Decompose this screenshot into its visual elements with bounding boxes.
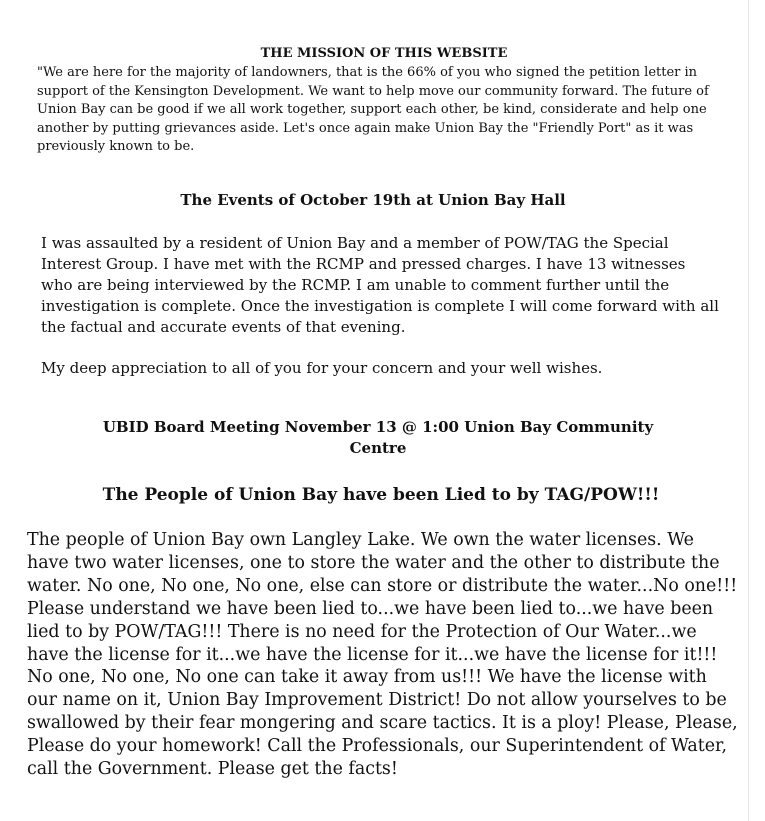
mission-heading: THE MISSION OF THIS WEBSITE [260,46,508,61]
meeting-heading: UBID Board Meeting November 13 @ 1:00 Union Bay Community Centre [102,418,654,457]
appreciation-paragraph: My deep appreciation to all of you for your concern and your well wishes. [41,359,603,377]
lied-heading: The People of Union Bay have been Lied to by TAG/POW!!! [102,485,660,505]
water-license-paragraph: The people of Union Bay own Langley Lake. We own the water licenses. We have two water licenses, one to store the water and the other to distribute the water. No one, No one, No one, else can store or distribute the water...No one!!! Please understand we have been lied to...we have been lied to...we have been lied to by POW/TAG!!! There is no need for the Protection of Our Water...we have the license for it...we have the license for it...we have the license for it!!! No one, No one, No one can take it away from us!!! We have the license with our name on it, Union Bay Improvement District! Do not allow yourselves to be swallowed by their fear mongering and scare tactics. It is a ploy! Please, Please, Please do your homework! Call the Professionals, our Superintendent of Water, call the Government. Please get the facts! [27,530,738,780]
page-edge-divider [748,0,749,821]
events-paragraph: I was assaulted by a resident of Union Bay and a member of POW/TAG the Special Interest Group. I have met with the RCMP and pressed charges. I have 13 witnesses who are being interviewed by the RCMP. I am unable to comment further until the investigation is complete. Once the investigation is complete I will come forward with all the factual and accurate events of that evening. [41,234,719,336]
mission-paragraph: "We are here for the majority of landowners, that is the 66% of you who signed the petition letter in support of the Kensington Development. We want to help move our community forward. The future of Union Bay can be good if we all work together, support each other, be kind, considerate and help one another by putting grievances aside. Let's once again make Union Bay the "Friendly Port" as it was previously known to be. [37,65,709,154]
events-heading: The Events of October 19th at Union Bay Hall [180,191,566,209]
